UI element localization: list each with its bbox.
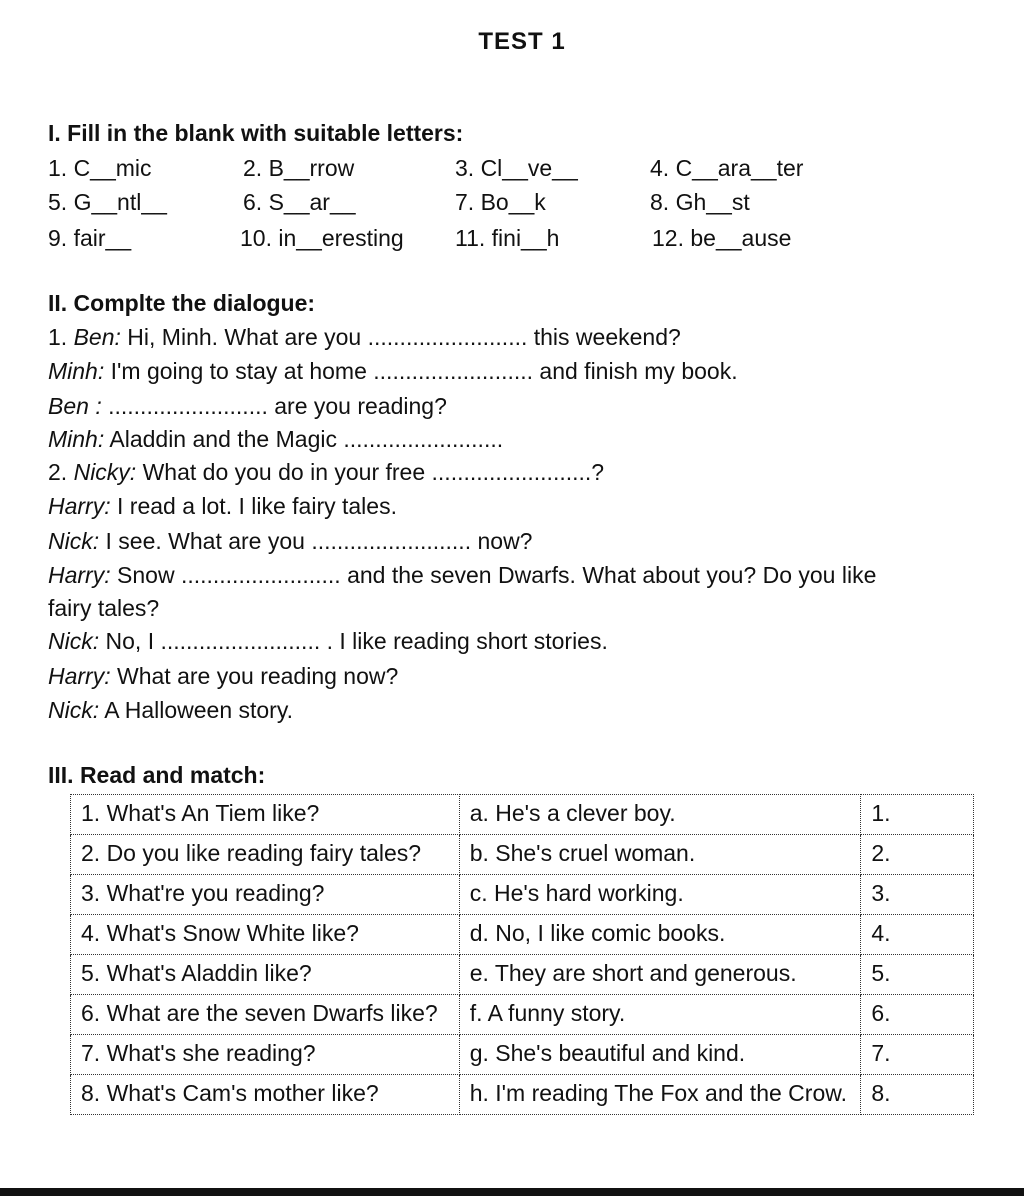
dialogue-line: Minh: Aladdin and the Magic .........................	[48, 426, 504, 452]
fill-item: 1. C__mic	[48, 155, 152, 181]
question-cell: 2. Do you like reading fairy tales?	[71, 835, 460, 875]
question-cell: 4. What's Snow White like?	[71, 915, 460, 955]
answer-cell: b. She's cruel woman.	[459, 835, 861, 875]
question-cell: 6. What are the seven Dwarfs like?	[71, 995, 460, 1035]
dialogue-line: Ben : ......................... are you reading?	[48, 393, 447, 419]
fill-item: 6. S__ar__	[243, 189, 356, 215]
dialogue-line: Minh: I'm going to stay at home ......................... and finish my book.	[48, 358, 738, 384]
answer-cell: f. A funny story.	[459, 995, 861, 1035]
dialogue-line: Nick: A Halloween story.	[48, 697, 294, 723]
speaker-name: Minh:	[48, 358, 105, 384]
number-cell: 8.	[861, 1075, 974, 1115]
question-cell: 7. What's she reading?	[71, 1035, 460, 1075]
speaker-name: Ben:	[73, 324, 121, 350]
speaker-name: Harry:	[48, 663, 111, 689]
question-cell: 3. What're you reading?	[71, 875, 460, 915]
speaker-name: Minh:	[48, 426, 105, 452]
table-row	[71, 795, 974, 835]
answer-cell: c. He's hard working.	[459, 875, 861, 915]
fill-item: 5. G__ntl__	[48, 189, 167, 215]
dialogue-line: Harry: What are you reading now?	[48, 663, 399, 689]
speaker-name: Nick:	[48, 528, 100, 554]
question-cell: 1. What's An Tiem like?	[71, 795, 460, 835]
speaker-name: Nicky:	[73, 459, 137, 485]
number-cell: 3.	[861, 875, 974, 915]
table-row	[71, 955, 974, 995]
speaker-name: Harry:	[48, 493, 111, 519]
fill-item: 4. C__ara__ter	[650, 155, 804, 181]
speaker-name: Ben :	[48, 393, 102, 419]
fill-item: 8. Gh__st	[650, 189, 750, 215]
answer-cell: g. She's beautiful and kind.	[459, 1035, 861, 1075]
answer-cell: a. He's a clever boy.	[459, 795, 861, 835]
answer-cell: e. They are short and generous.	[459, 955, 861, 995]
number-cell: 1.	[861, 795, 974, 835]
table-row	[71, 915, 974, 955]
table-row	[71, 875, 974, 915]
table-row	[71, 995, 974, 1035]
fill-item: 9. fair__	[48, 225, 132, 251]
dialogue-line: Harry: I read a lot. I like fairy tales.	[48, 493, 397, 519]
bottom-border-bar	[0, 1188, 1024, 1196]
speaker-name: Nick:	[48, 628, 100, 654]
dialogue-line: Nick: No, I ......................... . I like reading short stories.	[48, 628, 608, 654]
fill-item: 11. fini__h	[455, 225, 560, 251]
number-cell: 2.	[861, 835, 974, 875]
speaker-name: Nick:	[48, 697, 100, 723]
dialogue-line: fairy tales?	[48, 595, 160, 621]
number-cell: 4.	[861, 915, 974, 955]
match-table	[70, 794, 974, 1115]
answer-cell: d. No, I like comic books.	[459, 915, 861, 955]
dialogue-line: 1. Ben: Hi, Minh. What are you ......................... this weekend?	[48, 324, 681, 350]
table-row	[71, 835, 974, 875]
number-cell: 7.	[861, 1035, 974, 1075]
answer-cell: h. I'm reading The Fox and the Crow.	[459, 1075, 861, 1115]
section-2-heading: II. Complte the dialogue:	[48, 290, 316, 316]
page-title: TEST 1	[478, 28, 566, 55]
dialogue-line: 2. Nicky: What do you do in your free .........................?	[48, 459, 605, 485]
fill-item: 12. be__ause	[652, 225, 792, 251]
section-1-heading: I. Fill in the blank with suitable letters:	[48, 120, 464, 146]
number-cell: 6.	[861, 995, 974, 1035]
dialogue-line: Nick: I see. What are you ......................... now?	[48, 528, 533, 554]
section-3-heading: III. Read and match:	[48, 762, 266, 788]
fill-item: 7. Bo__k	[455, 189, 546, 215]
speaker-name: Harry:	[48, 562, 111, 588]
fill-item: 10. in__eresting	[240, 225, 404, 251]
table-row	[71, 1035, 974, 1075]
fill-item: 2. B__rrow	[243, 155, 355, 181]
question-cell: 5. What's Aladdin like?	[71, 955, 460, 995]
question-cell: 8. What's Cam's mother like?	[71, 1075, 460, 1115]
table-row	[71, 1075, 974, 1115]
number-cell: 5.	[861, 955, 974, 995]
fill-item: 3. Cl__ve__	[455, 155, 578, 181]
dialogue-line: Harry: Snow ......................... and the seven Dwarfs. What about you? Do you like	[48, 562, 877, 588]
